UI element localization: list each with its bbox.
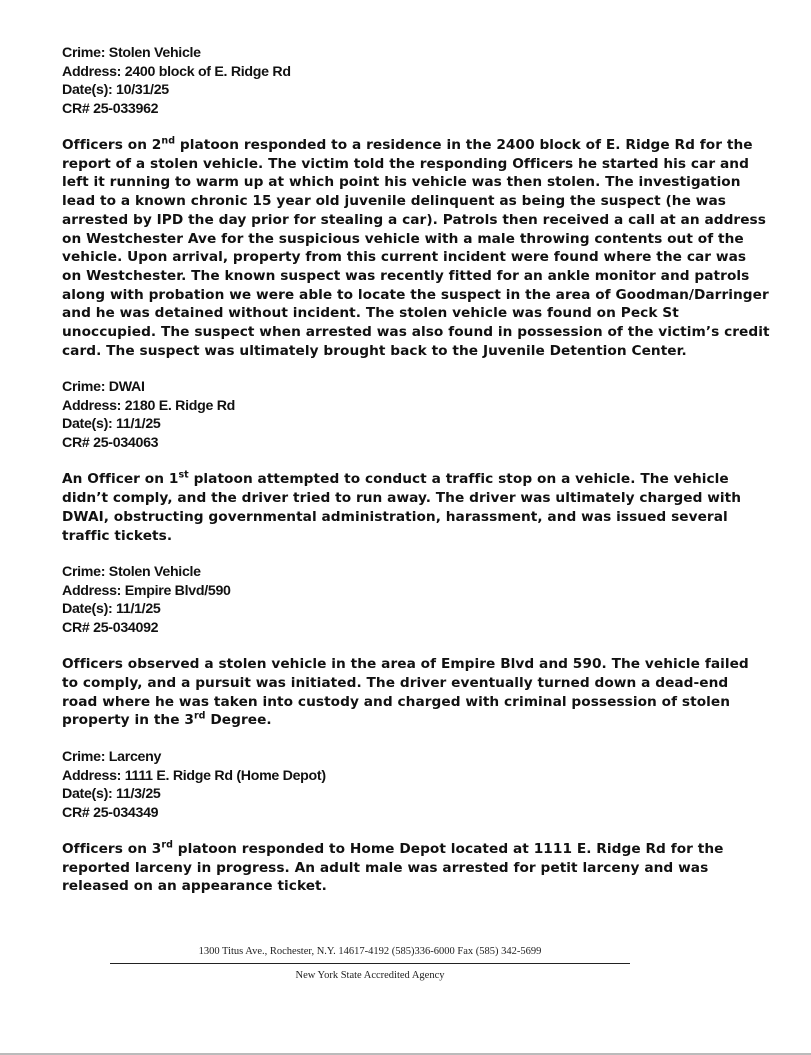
narrative-text: road where he was taken into custody and charged with criminal possession of stolen — [62, 693, 731, 710]
incident-crime: Crime: Larceny — [62, 749, 162, 766]
incident-case-number: CR# 25-034063 — [62, 434, 159, 451]
incident-header — [62, 44, 752, 118]
narrative-line — [62, 155, 752, 174]
narrative-text: didn’t comply, and the driver tried to run away. The driver was ultimately charged with — [62, 490, 742, 507]
narrative-text: Officers on 3 — [62, 841, 162, 858]
incident-header — [62, 563, 752, 637]
narrative-text: vehicle. Upon arrival, property from this current incident were found where the car was — [62, 249, 747, 266]
incident-block — [62, 44, 770, 360]
narrative-text: released on an appearance ticket. — [62, 878, 327, 895]
narrative-text: platoon responded to Home Depot located at 1111 E. Ridge Rd for the — [172, 841, 724, 858]
narrative-text: on Westchester. The known suspect was recently fitted for an ankle monitor and patrols — [62, 267, 750, 284]
narrative-text: Degree. — [205, 712, 272, 729]
narrative-text: platoon responded to a residence in the 2400 block of E. Ridge Rd for the — [175, 137, 753, 153]
narrative-line — [62, 711, 752, 730]
narrative-text: unoccupied. The suspect when arrested was also found in possession of the victim’s credit — [62, 324, 770, 341]
narrative-line — [62, 211, 766, 230]
narrative-text: property in the 3 — [62, 712, 194, 729]
incident-narrative — [62, 135, 770, 360]
incident-address: Address: 1111 E. Ridge Rd (Home Depot) — [62, 767, 326, 784]
incident-dates: Date(s): 10/31/25 — [62, 82, 169, 98]
narrative-text: to comply, and a pursuit was initiated. The driver eventually turned down a dead-end — [62, 674, 729, 691]
narrative-line — [62, 248, 752, 267]
narrative-text: arrested by IPD the day prior for stealing a car). Patrols then received a call at an address — [62, 211, 766, 228]
narrative-text: report of a stolen vehicle. The victim told the responding Officers he started his car and — [62, 155, 749, 172]
ordinal-suffix: rd — [161, 839, 173, 851]
narrative-line — [62, 527, 752, 546]
narrative-text: and he was detained without incident. The stolen vehicle was found on Peck St — [62, 305, 679, 322]
narrative-line — [62, 230, 752, 249]
footer-contact: 1300 Titus Ave., Rochester, N.Y. 14617-4192 (585)336-6000 Fax (585) 342-5699 — [198, 946, 542, 957]
narrative-text: left it running to warm up at which point his vehicle was then stolen. The investigation — [62, 174, 741, 191]
incident-narrative — [62, 655, 752, 730]
narrative-line — [62, 859, 752, 878]
narrative-text: traffic tickets. — [62, 527, 173, 544]
narrative-line — [62, 342, 752, 361]
page-footer — [110, 946, 630, 981]
narrative-line — [62, 655, 752, 674]
incident-case-number: CR# 25-033962 — [62, 100, 159, 117]
narrative-text: DWAI, obstructing governmental administration, harassment, and was issued several — [62, 508, 728, 525]
footer-divider — [110, 963, 630, 964]
incident-block — [62, 563, 752, 730]
narrative-text: on Westchester Ave for the suspicious vehicle with a male throwing contents out of the — [62, 230, 744, 247]
narrative-line — [62, 470, 752, 489]
narrative-text: reported larceny in progress. An adult male was arrested for petit larceny and was — [62, 859, 709, 876]
incident-address: Address: 2400 block of E. Ridge Rd — [62, 63, 291, 80]
incident-block — [62, 378, 752, 545]
narrative-line — [62, 173, 752, 192]
ordinal-suffix: nd — [161, 135, 176, 147]
incident-dates: Date(s): 11/3/25 — [62, 786, 161, 803]
incident-case-number: CR# 25-034349 — [62, 804, 159, 821]
narrative-line — [62, 286, 769, 305]
narrative-text: card. The suspect was ultimately brought back to the Juvenile Detention Center. — [62, 342, 687, 359]
ordinal-suffix: st — [178, 469, 189, 481]
incident-case-number: CR# 25-034092 — [62, 619, 159, 636]
report-body — [62, 44, 770, 914]
incident-block — [62, 748, 752, 896]
incident-crime: Crime: Stolen Vehicle — [62, 564, 201, 581]
footer-accreditation: New York State Accredited Agency — [295, 970, 445, 981]
narrative-line — [62, 840, 752, 859]
narrative-line — [62, 192, 752, 211]
incident-crime: Crime: Stolen Vehicle — [62, 45, 201, 61]
narrative-line — [62, 489, 752, 508]
narrative-text: platoon attempted to conduct a traffic stop on a vehicle. The vehicle — [188, 471, 729, 488]
narrative-line — [62, 674, 752, 693]
narrative-text: along with probation we were able to locate the suspect in the area of Goodman/Darringer — [62, 286, 769, 303]
narrative-line — [62, 304, 752, 323]
narrative-text: Officers on 2 — [62, 137, 162, 153]
incident-dates: Date(s): 11/1/25 — [62, 416, 161, 433]
narrative-text: Officers observed a stolen vehicle in the area of Empire Blvd and 590. The vehicle failed — [62, 656, 749, 673]
incident-address: Address: 2180 E. Ridge Rd — [62, 397, 236, 414]
narrative-text: lead to a known chronic 15 year old juvenile delinquent as being the suspect (he was — [62, 193, 726, 210]
incident-crime: Crime: DWAI — [62, 379, 145, 396]
narrative-line — [62, 693, 752, 712]
incident-dates: Date(s): 11/1/25 — [62, 601, 161, 618]
incident-header — [62, 378, 752, 452]
narrative-line — [62, 136, 752, 155]
incident-narrative — [62, 840, 752, 896]
narrative-line — [62, 323, 770, 342]
narrative-line — [62, 877, 752, 896]
incident-header — [62, 748, 752, 822]
narrative-line — [62, 508, 752, 527]
incident-narrative — [62, 470, 752, 545]
narrative-text: An Officer on 1 — [62, 471, 179, 488]
incident-address: Address: Empire Blvd/590 — [62, 582, 231, 599]
ordinal-suffix: rd — [193, 710, 206, 722]
narrative-line — [62, 267, 752, 286]
